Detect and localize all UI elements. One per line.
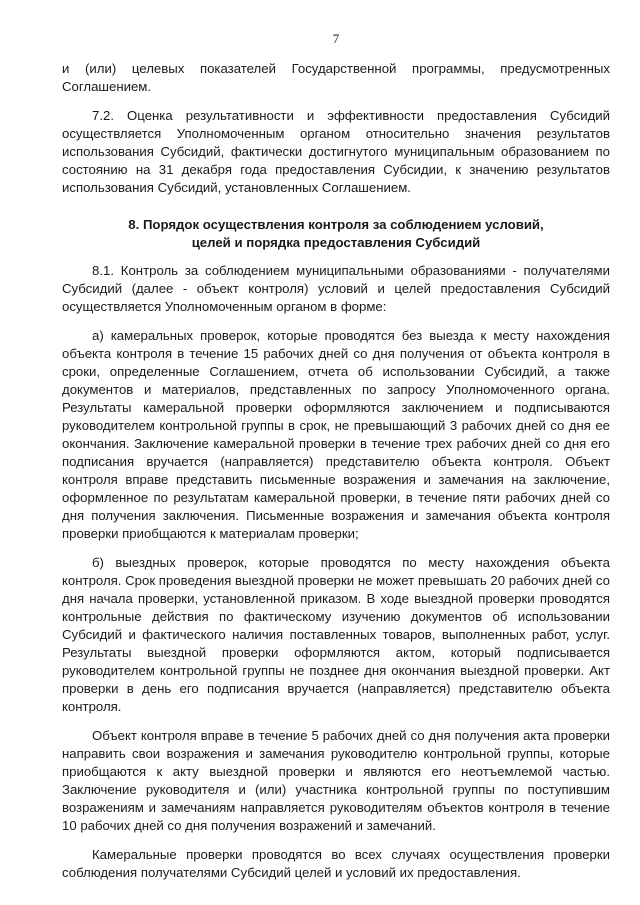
paragraph-intro: и (или) целевых показателей Государственной программы, предусмотренных Соглашением. (62, 61, 610, 94)
section-8-title-line-2: целей и порядка предоставления Субсидий (191, 235, 481, 250)
page-number: 7 (332, 31, 340, 46)
paragraph-final: Камеральные проверки проводятся во всех случаях осуществления проверки соблюдения получателями Субсидий целей и условий их предоставления. (62, 847, 610, 880)
paragraph-a-desk-audits: а) камеральных проверок, которые проводятся без выезда к месту нахождения объекта контроля в течение 15 рабочих дней со дня получения от объекта контроля в сроки, определенные Соглашением, отчета об использовании Субсидий, а также документов и материалов, представленных по запросу Уполномоченного органа. Результаты камеральной проверки оформляются заключением и подписываются руководителем контрольной группы в срок, не превышающий 3 рабочих дней со дня ее окончания. Заключение камеральной проверки в течение трех рабочих дней со дня его подписания вручается (направляется) представителю объекта контроля. Объект контроля вправе представить письменные возражения и замечания на заключение, оформленное по результатам камеральной проверки, в течение пяти рабочих дней со дня получения заключения. Письменные возражения и замечания объекта контроля проверки приобщаются к материалам проверки; (62, 328, 610, 541)
paragraph-b-field-audits: б) выездных проверок, которые проводятся по месту нахождения объекта контроля. Срок проведения выездной проверки не может превышать 20 рабочих дней со дня начала проверки, установленной приказом. В ходе выездной проверки проводятся контрольные действия по фактическому изучению документов об использовании Субсидий и фактического наличия поставленных товаров, выполненных работ, услуг. Результаты выездной проверки оформляются актом, который подписывается руководителем контрольной группы не позднее дня окончания выездной проверки. Акт проверки в день его подписания вручается (направляется) представителю объекта контроля. (62, 555, 610, 714)
document-body (62, 60, 610, 882)
paragraph-8-1: 8.1. Контроль за соблюдением муниципальными образованиями - получателями Субсидий (далее - объект контроля) условий и целей предоставления Субсидий осуществляется Уполномоченным органом в форме: (62, 263, 610, 314)
paragraph-control-object-rights: Объект контроля вправе в течение 5 рабочих дней со дня получения акта проверки направить свои возражения и замечания руководителю контрольной группы, которые приобщаются к акту выездной проверки и являются его неотъемлемой частью. Заключение руководителя и (или) участника контрольной группы по поступившим возражениям и замечаниям направляется руководителям объектов контроля в течение 10 рабочих дней со дня получения возражений и замечаний. (62, 728, 610, 833)
section-8-heading (62, 216, 610, 252)
paragraph-7-2: 7.2. Оценка результативности и эффективности предоставления Субсидий осуществляется Уполномоченным органом относительно значения результатов использования Субсидий, фактически достигнутого муниципальным образованием по состоянию на 31 декабря года предоставления Субсидии, к значению результатов использования Субсидий, установленных Соглашением. (62, 108, 610, 195)
section-8-title-line-1: 8. Порядок осуществления контроля за соблюдением условий, (128, 217, 544, 232)
